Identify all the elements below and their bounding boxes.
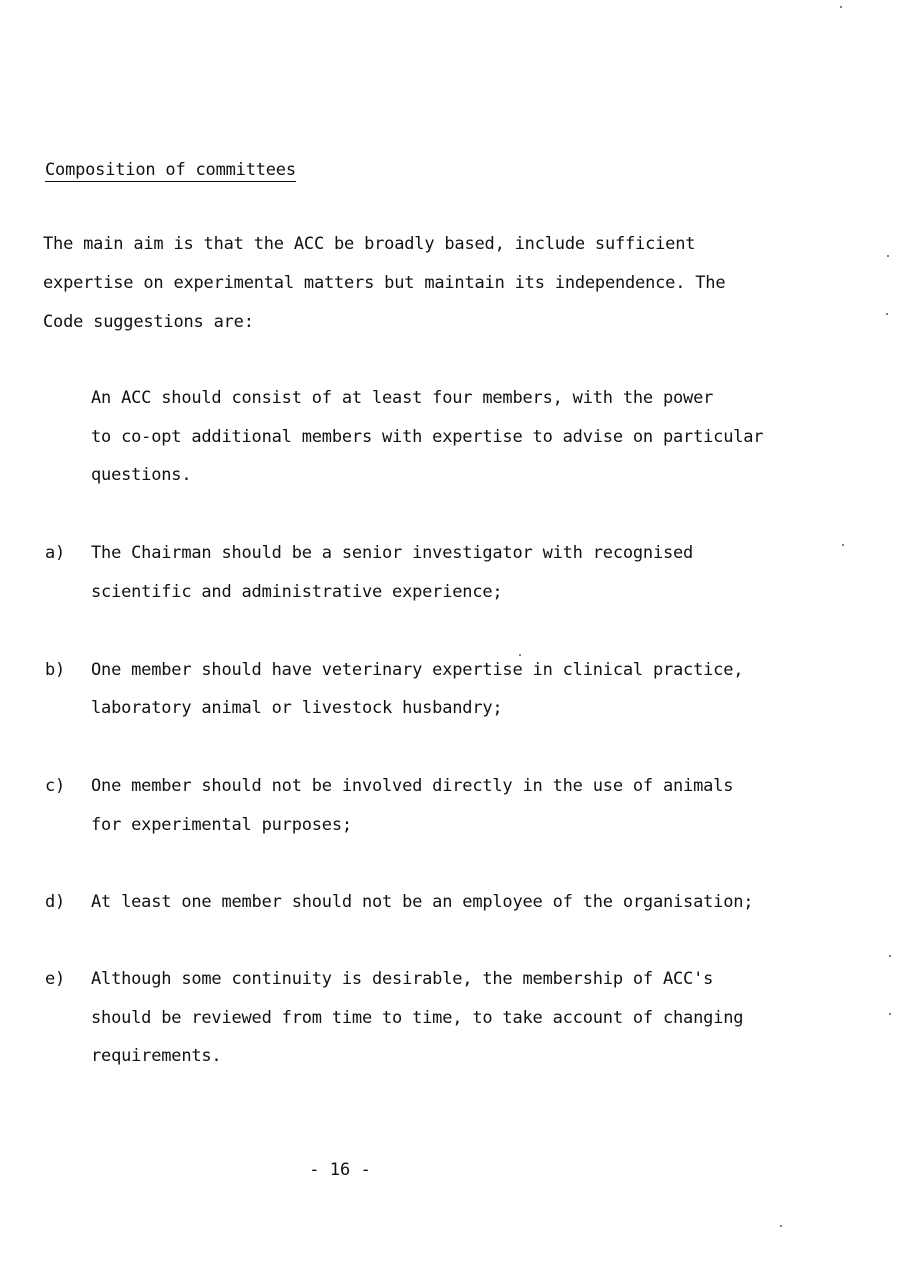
scan-speck [519, 654, 521, 656]
item-e-line-3: requirements. [91, 1046, 222, 1066]
scan-speck [840, 6, 842, 8]
item-b-line-1: One member should have veterinary expertise in clinical practice, [91, 660, 744, 680]
scan-speck [886, 313, 888, 315]
quote-line-3: questions. [91, 465, 192, 485]
scan-speck [889, 1013, 891, 1015]
scan-speck [889, 955, 891, 957]
item-c-line-1: One member should not be involved directly in the use of animals [91, 776, 734, 796]
page-number: - 16 - [309, 1160, 371, 1180]
item-label-d: d) [45, 892, 66, 912]
item-d-line-1: At least one member should not be an employee of the organisation; [91, 892, 754, 912]
item-b-line-2: laboratory animal or livestock husbandry; [91, 698, 503, 718]
quote-line-2: to co-opt additional members with expertise to advise on particular [91, 427, 764, 447]
item-label-a: a) [45, 543, 66, 563]
scan-speck [780, 1225, 782, 1227]
intro-line-2: expertise on experimental matters but maintain its independence. The [43, 273, 726, 293]
item-label-e: e) [45, 969, 66, 989]
item-e-line-1: Although some continuity is desirable, the membership of ACC's [91, 969, 714, 989]
item-e-line-2: should be reviewed from time to time, to take account of changing [91, 1008, 744, 1028]
quote-line-1: An ACC should consist of at least four members, with the power [91, 388, 714, 408]
item-a-line-1: The Chairman should be a senior investigator with recognised [91, 543, 694, 563]
section-heading: Composition of committees [45, 160, 296, 180]
intro-line-1: The main aim is that the ACC be broadly based, include sufficient [43, 234, 696, 254]
item-label-b: b) [45, 660, 66, 680]
intro-line-3: Code suggestions are: [43, 312, 254, 332]
item-c-line-2: for experimental purposes; [91, 815, 352, 835]
scan-speck [887, 255, 889, 257]
item-label-c: c) [45, 776, 66, 796]
scan-speck [842, 544, 844, 546]
item-a-line-2: scientific and administrative experience; [91, 582, 503, 602]
